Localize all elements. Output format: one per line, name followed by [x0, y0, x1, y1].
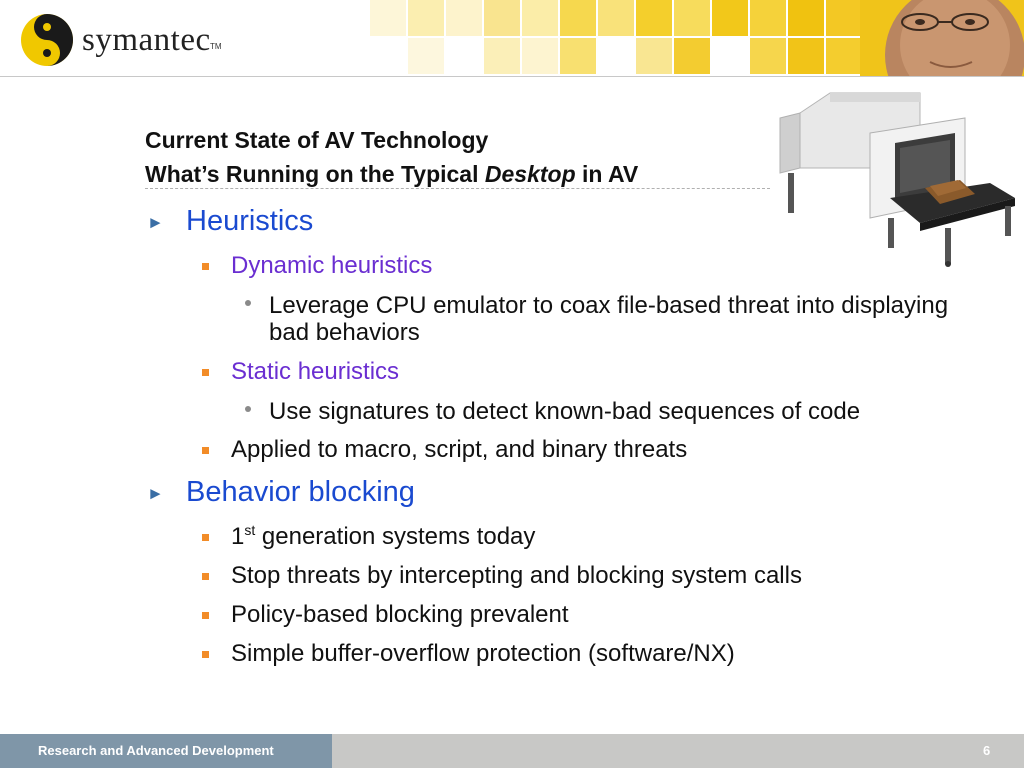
decorative-tile-band: [370, 0, 870, 76]
title-line-2-end: in AV: [575, 161, 639, 187]
square-bullet-icon: [202, 369, 209, 376]
dot-bullet-icon: [245, 406, 251, 412]
generation-text: generation systems today: [255, 523, 536, 550]
header-divider: [0, 76, 1024, 77]
square-bullet-icon: [202, 651, 209, 658]
bullet-dynamic-heuristics: Dynamic heuristics: [231, 252, 433, 279]
bullet-applied: Applied to macro, script, and binary threats: [231, 436, 688, 463]
logo-trademark: TM: [210, 42, 222, 51]
title-divider: [145, 188, 770, 189]
page-number: 6: [983, 743, 991, 758]
dot-bullet-icon: [245, 300, 251, 306]
title-emphasis: Desktop: [484, 161, 576, 187]
bullet-dynamic-detail: Leverage CPU emulator to coax file-based threat into displaying bad behaviors: [269, 292, 949, 346]
bullet-heuristics: Heuristics: [186, 205, 314, 237]
title-line-2: [145, 157, 638, 191]
square-bullet-icon: [202, 612, 209, 619]
square-bullet-icon: [202, 573, 209, 580]
bullet-policy: Policy-based blocking prevalent: [231, 601, 569, 628]
slide-title: [145, 123, 638, 191]
level1-arrow-icon: ►: [147, 484, 164, 503]
title-line-1: Current State of AV Technology: [145, 127, 489, 153]
conveyor-oven-image: [770, 88, 1022, 268]
bullet-generation: [231, 522, 535, 551]
title-line-2-start: What’s Running on the Typical: [145, 161, 485, 187]
symantec-logo-icon: [20, 12, 76, 68]
bullet-stop-threats: Stop threats by intercepting and blocking system calls: [231, 562, 802, 589]
footer-department: Research and Advanced Development: [38, 743, 274, 758]
square-bullet-icon: [202, 534, 209, 541]
level1-arrow-icon: ►: [147, 213, 164, 232]
logo-wordmark: symantec: [82, 22, 211, 58]
header-portrait-photo: [860, 0, 1024, 76]
bullet-static-heuristics: Static heuristics: [231, 358, 400, 385]
bullet-behavior-blocking: Behavior blocking: [186, 476, 415, 508]
bullet-buffer-overflow: Simple buffer-overflow protection (software/NX): [231, 640, 735, 667]
generation-number: 1: [231, 523, 245, 550]
generation-ordinal: st: [244, 522, 256, 538]
symantec-logo: [20, 12, 250, 68]
bullet-static-detail: Use signatures to detect known-bad sequences of code: [269, 398, 861, 425]
square-bullet-icon: [202, 263, 209, 270]
square-bullet-icon: [202, 447, 209, 454]
